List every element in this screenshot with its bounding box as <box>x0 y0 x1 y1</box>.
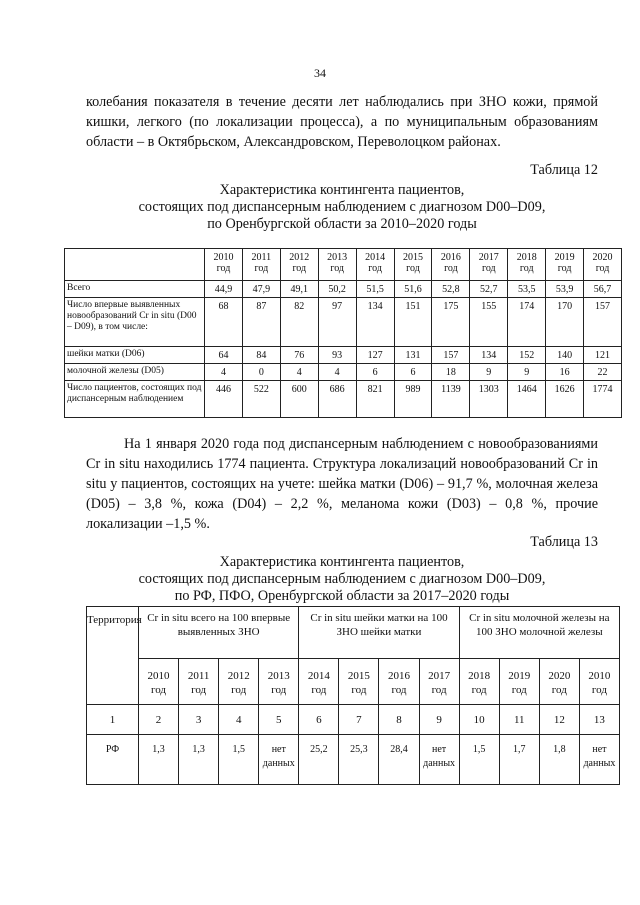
table13-column-number: 9 <box>419 705 459 735</box>
table13-year-header <box>499 659 539 705</box>
year-value: 2019 <box>554 252 575 263</box>
table12-cell: 134 <box>356 298 394 347</box>
table13-column-number: 4 <box>219 705 259 735</box>
table13-column-number: 3 <box>179 705 219 735</box>
table13-column-number: 10 <box>459 705 499 735</box>
table13-cell: 1,5 <box>459 735 499 785</box>
table13-cell: нет данных <box>419 735 459 785</box>
table12-cell: 446 <box>205 381 243 418</box>
table12-cell: 56,7 <box>584 281 622 298</box>
table12-cell: 76 <box>280 347 318 364</box>
table12-cell: 53,5 <box>508 281 546 298</box>
table12-cell: 121 <box>584 347 622 364</box>
table12-year-header <box>508 249 546 281</box>
year-value: 2018 <box>516 252 537 263</box>
table12-cell: 87 <box>242 298 280 347</box>
table12-year-header <box>318 249 356 281</box>
year-word: год <box>311 684 327 696</box>
table13-column-number: 12 <box>539 705 579 735</box>
year-value: 2020 <box>548 670 571 682</box>
table13-year-header <box>339 659 379 705</box>
table12-cell: 157 <box>584 298 622 347</box>
table12-row-label: Всего <box>65 281 205 298</box>
table13-column-number: 2 <box>139 705 179 735</box>
table12-year-header <box>242 249 280 281</box>
table12-row <box>65 364 622 381</box>
table12-cell: 821 <box>356 381 394 418</box>
table13-territory-header: Территория <box>87 607 139 705</box>
year-word: год <box>330 263 344 274</box>
table12-year-header <box>432 249 470 281</box>
table12-cell: 1303 <box>470 381 508 418</box>
table12-year-header <box>205 249 243 281</box>
table13-year-header <box>299 659 339 705</box>
year-value: 2020 <box>592 252 613 263</box>
table12-header-row <box>65 249 622 281</box>
year-word: год <box>551 684 567 696</box>
table13-cell: 1,3 <box>139 735 179 785</box>
year-value: 2012 <box>289 252 310 263</box>
year-word: год <box>519 263 534 274</box>
table12-year-header <box>584 249 622 281</box>
year-word: год <box>595 263 610 274</box>
table13-cell: 25,2 <box>299 735 339 785</box>
table13-group-header: Cr in situ молочной железы на 100 ЗНО молочной железы <box>459 607 619 659</box>
table13-year-header <box>579 659 619 705</box>
table12-cell: 64 <box>205 347 243 364</box>
year-value: 2011 <box>187 670 210 682</box>
table13-year-header <box>259 659 299 705</box>
table12-cell: 97 <box>318 298 356 347</box>
table13-year-header <box>219 659 259 705</box>
year-value: 2011 <box>251 252 272 263</box>
intro-paragraph: колебания показателя в течение десяти лет наблюдались при ЗНО кожи, прямой кишки, легкого (по локализации процесса), а по муниципальным образованиям области – в Октябрьском, Александровском, Переволоцком районах. <box>86 94 598 150</box>
table12-cell: 140 <box>546 347 584 364</box>
year-value: 2012 <box>227 670 250 682</box>
table12-cell: 9 <box>508 364 546 381</box>
table12-row-label: молочной железы (D05) <box>65 364 205 381</box>
table12-cell: 16 <box>546 364 584 381</box>
table12-row-label: Число впервые выявленных новообразований Cr in situ (D00 – D09), в том числе: <box>65 298 205 347</box>
year-value: 2014 <box>307 670 330 682</box>
middle-paragraph: На 1 января 2020 года под диспансерным наблюдением с новообразованиями Cr in situ находились 1774 пациента. Структура локализаций новообразований Cr in situ у пациентов, состоящих на учете: шейка матки (D06) – 91,7 %, молочная железа (D05) – 3,8 %, кожа (D04) – 2,2 %, меланома кожи (D03) – 0,8 %, прочие локализации –1,5 %. <box>86 436 598 532</box>
table13-cell: 1,7 <box>499 735 539 785</box>
table12-cell: 51,6 <box>394 281 432 298</box>
table13-title-line: Характеристика контингента пациентов, <box>219 554 465 570</box>
table12-cell: 134 <box>470 347 508 364</box>
table12-cell: 155 <box>470 298 508 347</box>
table12-cell: 4 <box>318 364 356 381</box>
table12-cell: 22 <box>584 364 622 381</box>
year-word: год <box>216 263 231 274</box>
table12-cell: 1464 <box>508 381 546 418</box>
table12-year-header <box>394 249 432 281</box>
table13-label: Таблица 13 <box>530 534 598 550</box>
table12-cell: 175 <box>432 298 470 347</box>
table12-cell: 53,9 <box>546 281 584 298</box>
table13-cell: 1,8 <box>539 735 579 785</box>
year-value: 2016 <box>388 670 410 682</box>
table12-cell: 49,1 <box>280 281 318 298</box>
table12-row-label: шейки матки (D06) <box>65 347 205 364</box>
table12-cell: 52,7 <box>470 281 508 298</box>
table12-cell: 600 <box>280 381 318 418</box>
year-value: 2013 <box>267 670 290 682</box>
table13-column-number: 8 <box>379 705 419 735</box>
year-word: год <box>368 263 382 274</box>
table12-cell: 50,2 <box>318 281 356 298</box>
table12-cell: 174 <box>508 298 546 347</box>
table12-year-header <box>546 249 584 281</box>
table13-year-header <box>419 659 459 705</box>
table12-cell: 93 <box>318 347 356 364</box>
table13-numbers-row <box>87 705 620 735</box>
year-value: 2014 <box>365 252 386 263</box>
table13-column-number: 13 <box>579 705 619 735</box>
year-word: год <box>481 263 496 274</box>
year-word: год <box>191 684 207 696</box>
table12-cell: 170 <box>546 298 584 347</box>
table12-row <box>65 281 622 298</box>
table12-cell: 0 <box>242 364 280 381</box>
table13-year-header <box>179 659 219 705</box>
year-value: 2013 <box>327 252 348 263</box>
table13-year-header <box>139 659 179 705</box>
table12-cell: 1139 <box>432 381 470 418</box>
table12-cell: 84 <box>242 347 280 364</box>
year-value: 2017 <box>428 670 451 682</box>
year-value: 2015 <box>402 252 423 263</box>
year-word: год <box>231 684 247 696</box>
table13-territory-cell: РФ <box>87 735 139 785</box>
table12-year-header <box>356 249 394 281</box>
table12 <box>64 248 622 418</box>
year-value: 2010 <box>213 252 234 263</box>
year-value: 2010 <box>147 670 170 682</box>
table12-cell: 68 <box>205 298 243 347</box>
table13 <box>86 606 620 785</box>
year-word: год <box>151 684 167 696</box>
table13-title <box>86 554 598 605</box>
year-word: год <box>557 263 572 274</box>
year-word: год <box>511 684 527 696</box>
year-value: 2010 <box>588 670 611 682</box>
year-word: год <box>591 684 607 696</box>
table12-row-label: Число пациентов, состоящих под диспансерным наблюдением <box>65 381 205 418</box>
table12-cell: 4 <box>205 364 243 381</box>
table12-header-empty <box>65 249 205 281</box>
table12-row <box>65 381 622 418</box>
table12-cell: 51,5 <box>356 281 394 298</box>
table13-group-header: Cr in situ шейки матки на 100 ЗНО шейки матки <box>299 607 459 659</box>
table12-cell: 131 <box>394 347 432 364</box>
table13-column-number: 7 <box>339 705 379 735</box>
year-word: год <box>254 263 269 274</box>
table13-year-header <box>459 659 499 705</box>
table13-group-row <box>87 607 620 659</box>
table13-cell: 1,3 <box>179 735 219 785</box>
table12-title <box>86 182 598 233</box>
table12-cell: 152 <box>508 347 546 364</box>
table12-title-line: по Оренбургской области за 2010–2020 годы <box>207 216 477 232</box>
table13-cell: нет данных <box>579 735 619 785</box>
table12-year-header <box>280 249 318 281</box>
table12-cell: 44,9 <box>205 281 243 298</box>
year-word: год <box>292 263 307 274</box>
table13-cell: нет данных <box>259 735 299 785</box>
table12-row <box>65 347 622 364</box>
table13-cell: 1,5 <box>219 735 259 785</box>
table12-cell: 47,9 <box>242 281 280 298</box>
table12-cell: 522 <box>242 381 280 418</box>
table13-cell: 25,3 <box>339 735 379 785</box>
year-word: год <box>406 263 420 274</box>
year-word: год <box>351 684 367 696</box>
year-word: год <box>431 684 447 696</box>
year-value: 2019 <box>508 670 531 682</box>
table13-year-header <box>539 659 579 705</box>
table13-column-number: 11 <box>499 705 539 735</box>
page-number: 34 <box>314 66 326 80</box>
table13-row-rf <box>87 735 620 785</box>
table12-cell: 1626 <box>546 381 584 418</box>
table12-title-line: состоящих под диспансерным наблюдением с диагнозом D00–D09, <box>138 199 546 215</box>
table12-cell: 52,8 <box>432 281 470 298</box>
table12-cell: 6 <box>356 364 394 381</box>
table13-column-number: 1 <box>87 705 139 735</box>
table12-title-line: Характеристика контингента пациентов, <box>219 182 465 198</box>
table12-cell: 4 <box>280 364 318 381</box>
table13-column-number: 6 <box>299 705 339 735</box>
table12-cell: 157 <box>432 347 470 364</box>
year-word: год <box>444 263 458 274</box>
year-value: 2017 <box>478 252 499 263</box>
table13-year-header <box>379 659 419 705</box>
table13-cell: 28,4 <box>379 735 419 785</box>
year-word: год <box>271 684 287 696</box>
year-value: 2016 <box>440 252 461 263</box>
table13-title-line: по РФ, ПФО, Оренбургской области за 2017–2020 годы <box>174 588 510 604</box>
table13-years-row <box>87 659 620 705</box>
table12-label: Таблица 12 <box>530 162 598 178</box>
table12-cell: 686 <box>318 381 356 418</box>
table12-row <box>65 298 622 347</box>
table12-cell: 82 <box>280 298 318 347</box>
table12-cell: 9 <box>470 364 508 381</box>
table12-year-header <box>470 249 508 281</box>
table12-cell: 6 <box>394 364 432 381</box>
year-value: 2018 <box>468 670 491 682</box>
table12-cell: 127 <box>356 347 394 364</box>
year-value: 2015 <box>347 670 370 682</box>
year-word: год <box>391 684 407 696</box>
table13-column-number: 5 <box>259 705 299 735</box>
table12-cell: 18 <box>432 364 470 381</box>
year-word: год <box>471 684 487 696</box>
table12-cell: 1774 <box>584 381 622 418</box>
table12-cell: 151 <box>394 298 432 347</box>
table13-group-header: Cr in situ всего на 100 впервые выявленных ЗНО <box>139 607 299 659</box>
table12-cell: 989 <box>394 381 432 418</box>
table13-title-line: состоящих под диспансерным наблюдением с диагнозом D00–D09, <box>138 571 546 587</box>
